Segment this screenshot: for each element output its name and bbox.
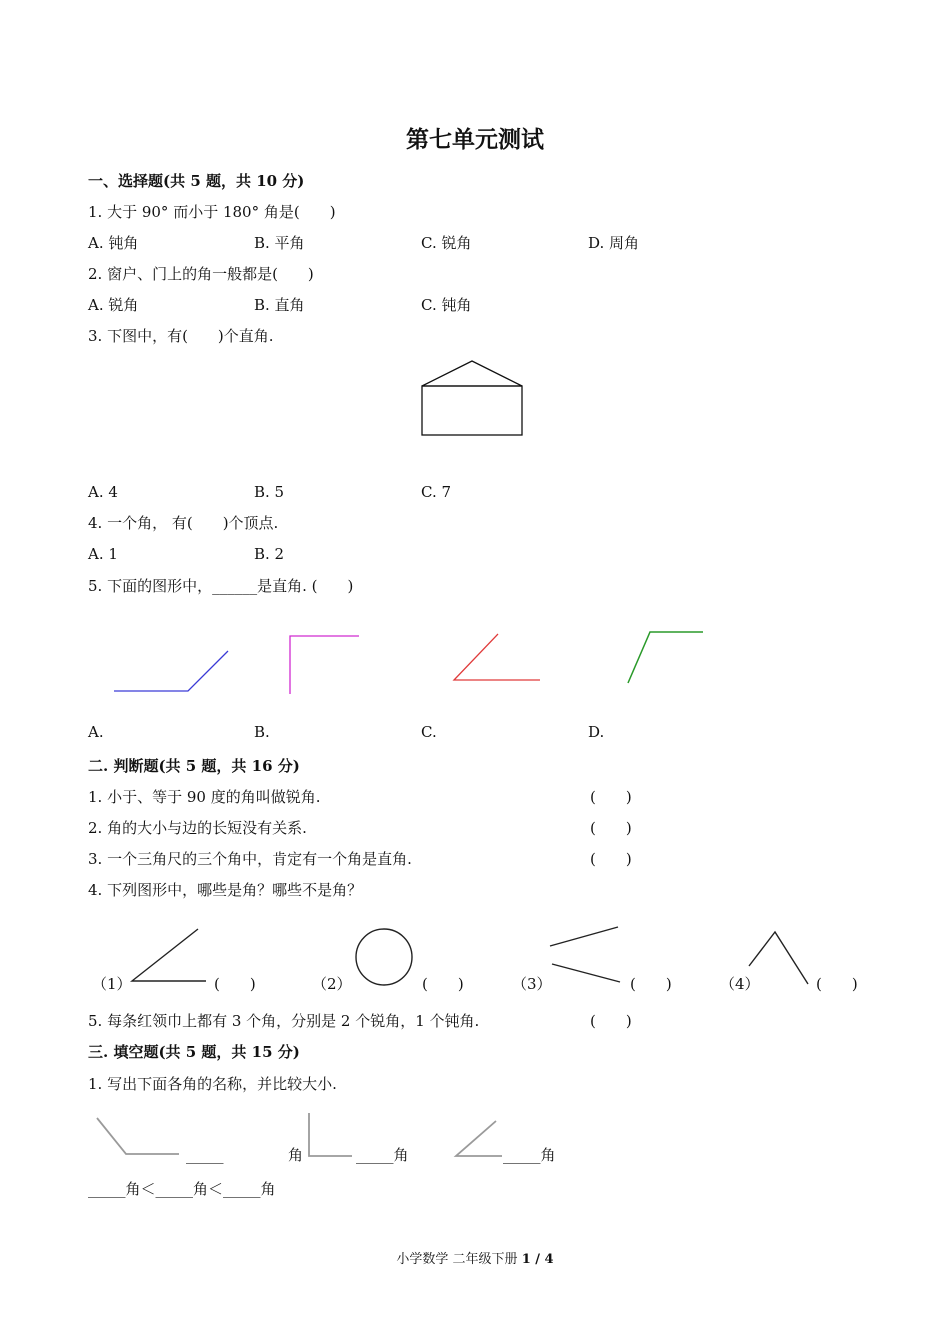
figure-label: （2） <box>312 975 352 993</box>
option[interactable]: D. 周角 <box>588 234 640 252</box>
figure-label: （1） <box>92 975 132 993</box>
question-text: 5. 下面的图形中，______是直角. ( ) <box>88 577 354 595</box>
compare-answer-line[interactable]: _____角＜_____角＜_____角 <box>88 1180 276 1198</box>
answer-blank[interactable]: ( ) <box>630 975 672 993</box>
answer-blank[interactable]: _____ <box>186 1146 224 1164</box>
angle-suffix: 角 <box>288 1146 304 1164</box>
option[interactable]: B. 直角 <box>254 296 305 314</box>
angle-figure-right <box>305 1110 355 1160</box>
angle-figure-d <box>624 628 706 686</box>
answer-blank[interactable]: ( ) <box>422 975 464 993</box>
house-figure <box>418 358 528 440</box>
question-text: 2. 角的大小与边的长短没有关系. <box>88 819 307 837</box>
question-text: 1. 写出下面各角的名称，并比较大小. <box>88 1075 337 1093</box>
question-text: 4. 一个角， 有( )个顶点. <box>88 514 279 532</box>
page-title: 第七单元测试 <box>406 126 544 153</box>
question-text: 3. 一个三角尺的三个角中，肯定有一个角是直角. <box>88 850 412 868</box>
option[interactable]: A. <box>88 723 104 741</box>
angle-figure-c <box>450 630 544 685</box>
angle-figure-a <box>110 648 232 696</box>
option[interactable]: B. 平角 <box>254 234 305 252</box>
answer-blank[interactable]: ( ) <box>590 788 632 806</box>
option[interactable]: B. <box>254 723 270 741</box>
angle-shape-4 <box>746 928 812 988</box>
option[interactable]: A. 1 <box>88 545 118 563</box>
option[interactable]: A. 钝角 <box>88 234 139 252</box>
page-number: 1 / 4 <box>521 1252 554 1267</box>
angle-shape-1 <box>128 926 210 984</box>
figure-label: （3） <box>512 975 552 993</box>
option[interactable]: A. 锐角 <box>88 296 139 314</box>
answer-blank[interactable]: _____角 <box>356 1146 409 1164</box>
angle-figure-obtuse <box>94 1114 182 1158</box>
option[interactable]: B. 2 <box>254 545 285 563</box>
answer-blank[interactable]: ( ) <box>590 819 632 837</box>
page-footer <box>0 1248 950 1267</box>
section-heading-judge: 二. 判断题(共 5 题，共 16 分) <box>88 757 300 775</box>
open-lines-shape-3 <box>548 924 622 986</box>
question-text: 2. 窗户、门上的角一般都是( ) <box>88 265 314 283</box>
option[interactable]: B. 5 <box>254 483 285 501</box>
question-text: 1. 大于 90° 而小于 180° 角是( ) <box>88 203 336 221</box>
question-text: 5. 每条红领巾上都有 3 个角，分别是 2 个锐角，1 个钝角. <box>88 1012 480 1030</box>
option[interactable]: A. 4 <box>88 483 118 501</box>
section-heading-fill: 三. 填空题(共 5 题，共 15 分) <box>88 1043 300 1061</box>
answer-blank[interactable]: ( ) <box>816 975 858 993</box>
footer-subject: 小学数学 二年级下册 <box>396 1252 518 1267</box>
option[interactable]: C. 锐角 <box>421 234 472 252</box>
answer-blank[interactable]: ( ) <box>590 850 632 868</box>
angle-figure-b <box>286 632 362 698</box>
answer-blank[interactable]: ( ) <box>214 975 256 993</box>
option[interactable]: C. <box>421 723 437 741</box>
option[interactable]: D. <box>588 723 605 741</box>
figure-label: （4） <box>720 975 760 993</box>
question-text: 3. 下图中，有( )个直角. <box>88 327 274 345</box>
option[interactable]: C. 7 <box>421 483 452 501</box>
answer-blank[interactable]: _____角 <box>503 1146 556 1164</box>
question-text: 4. 下列图形中，哪些是角？哪些不是角？ <box>88 881 363 899</box>
circle-shape-2 <box>352 926 416 988</box>
option[interactable]: C. 钝角 <box>421 296 472 314</box>
angle-figure-acute <box>452 1118 504 1160</box>
section-heading-choice: 一、选择题(共 5 题，共 10 分) <box>88 172 305 190</box>
answer-blank[interactable]: ( ) <box>590 1012 632 1030</box>
question-text: 1. 小于、等于 90 度的角叫做锐角. <box>88 788 321 806</box>
